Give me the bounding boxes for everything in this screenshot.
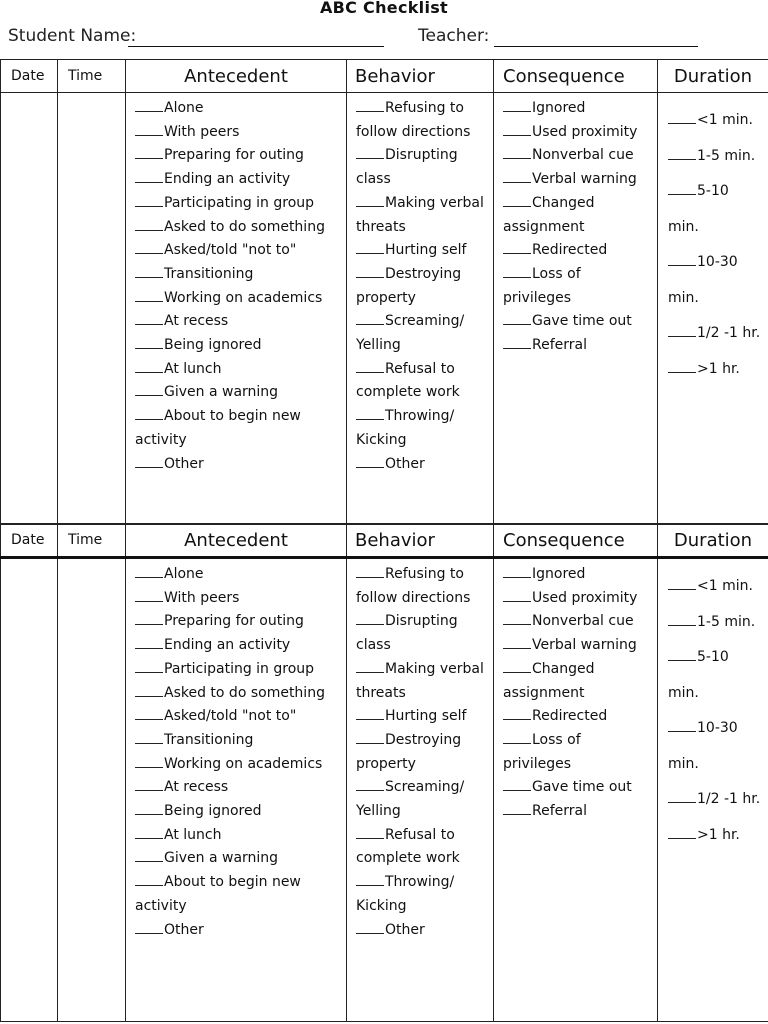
behavior-option[interactable] — [356, 239, 485, 263]
date-cell[interactable] — [1, 558, 58, 1022]
option-label: With peers — [164, 123, 240, 140]
checkbox-blank[interactable] — [135, 240, 163, 254]
option-label: Screaming/ Yelling — [356, 313, 465, 354]
behavior-option[interactable] — [356, 776, 485, 823]
option-label: Refusing to follow directions — [356, 100, 471, 140]
antecedent-cell — [126, 558, 347, 1022]
option-label: Asked to do something — [164, 684, 325, 701]
option-label: Hurting self — [385, 242, 467, 259]
behavior-option[interactable] — [356, 705, 485, 729]
checkbox-blank[interactable] — [668, 323, 696, 337]
date-cell[interactable] — [1, 93, 58, 525]
checkbox-blank[interactable] — [503, 169, 531, 183]
antecedent-option[interactable] — [135, 144, 338, 168]
antecedent-option[interactable] — [135, 381, 338, 405]
option-label: Loss of privileges — [503, 265, 581, 306]
option-label: Refusing to follow directions — [356, 566, 471, 606]
time-cell[interactable] — [58, 93, 126, 525]
duration-option[interactable] — [668, 711, 762, 782]
checkbox-blank[interactable] — [503, 611, 531, 625]
checkbox-blank[interactable] — [503, 240, 531, 254]
option-label: <1 min. — [697, 112, 753, 128]
checkbox-blank[interactable] — [135, 335, 163, 349]
option-label: Transitioning — [164, 731, 254, 748]
checkbox-blank[interactable] — [356, 706, 384, 720]
behavior-option[interactable] — [356, 871, 485, 918]
checkbox-blank[interactable] — [356, 777, 384, 791]
option-label: Referral — [532, 803, 587, 820]
checkbox-blank[interactable] — [135, 311, 163, 325]
duration-option[interactable] — [668, 139, 762, 175]
consequence-option[interactable] — [503, 729, 649, 776]
duration-option[interactable] — [668, 782, 762, 818]
antecedent-cell — [126, 93, 347, 525]
header-time: Time — [58, 60, 126, 93]
option-label: Nonverbal cue — [532, 613, 634, 630]
checkbox-blank[interactable] — [135, 564, 163, 578]
antecedent-option[interactable] — [135, 658, 338, 682]
student-name-line[interactable] — [128, 46, 384, 47]
checkbox-blank[interactable] — [135, 217, 163, 231]
behavior-option[interactable] — [356, 263, 485, 310]
checkbox-blank[interactable] — [135, 588, 163, 602]
behavior-cell — [347, 93, 494, 525]
checkbox-blank[interactable] — [135, 825, 163, 839]
behavior-option[interactable] — [356, 358, 485, 405]
option-label: Other — [164, 921, 204, 938]
option-label: 1/2 -1 hr. — [697, 325, 761, 341]
option-label: Ignored — [532, 100, 586, 116]
option-label: Destroying property — [356, 731, 462, 772]
checkbox-blank[interactable] — [356, 730, 384, 744]
checkbox-blank[interactable] — [668, 825, 696, 839]
antecedent-option[interactable] — [135, 705, 338, 729]
header-behavior: Behavior — [347, 60, 494, 93]
option-label: Changed assignment — [503, 194, 595, 235]
consequence-option[interactable] — [503, 800, 649, 824]
behavior-option[interactable] — [356, 453, 485, 477]
antecedent-option[interactable] — [135, 610, 338, 634]
header-date: Date — [1, 60, 58, 93]
checkbox-blank[interactable] — [668, 146, 696, 160]
option-label: Ignored — [532, 566, 586, 582]
antecedent-option[interactable] — [135, 263, 338, 287]
behavior-option[interactable] — [356, 405, 485, 452]
checkbox-blank[interactable] — [135, 848, 163, 862]
checkbox-blank[interactable] — [503, 801, 531, 815]
option-label: Working on academics — [164, 289, 323, 306]
option-label: Participating in group — [164, 194, 315, 211]
header-behavior: Behavior — [347, 524, 494, 558]
consequence-option[interactable] — [503, 121, 649, 145]
duration-cell — [658, 93, 768, 525]
option-label: Other — [385, 921, 425, 938]
option-label: Verbal warning — [532, 637, 637, 654]
checkbox-blank[interactable] — [356, 454, 384, 468]
checkbox-blank[interactable] — [356, 406, 384, 420]
option-label: At recess — [164, 313, 229, 330]
checkbox-blank[interactable] — [503, 98, 531, 112]
checkbox-blank[interactable] — [135, 659, 163, 673]
option-label: Making verbal threats — [356, 660, 484, 701]
option-label: Preparing for outing — [164, 147, 304, 164]
checkbox-blank[interactable] — [135, 193, 163, 207]
checkbox-blank[interactable] — [135, 611, 163, 625]
option-label: 10-30 min. — [668, 254, 738, 306]
option-label: 5-10 min. — [668, 649, 729, 701]
checkbox-blank[interactable] — [135, 359, 163, 373]
duration-option[interactable] — [668, 818, 762, 854]
behavior-option[interactable] — [356, 729, 485, 776]
antecedent-option[interactable] — [135, 168, 338, 192]
consequence-option[interactable] — [503, 776, 649, 800]
option-label: Given a warning — [164, 850, 279, 867]
page-title: ABC Checklist — [319, 0, 449, 17]
option-label: 1-5 min. — [697, 613, 756, 630]
consequence-option[interactable] — [503, 310, 649, 334]
checkbox-blank[interactable] — [356, 264, 384, 278]
antecedent-option[interactable] — [135, 216, 338, 240]
checkbox-blank[interactable] — [135, 264, 163, 278]
option-label: Loss of privileges — [503, 731, 581, 772]
option-label: Destroying property — [356, 265, 462, 306]
option-label: >1 hr. — [697, 360, 740, 377]
duration-option[interactable] — [668, 103, 762, 139]
behavior-option[interactable] — [356, 310, 485, 357]
option-label: Changed assignment — [503, 660, 595, 701]
abc-table-1 — [0, 59, 768, 525]
time-cell[interactable] — [58, 558, 126, 1022]
antecedent-option[interactable] — [135, 729, 338, 753]
option-label: <1 min. — [697, 578, 753, 594]
duration-option[interactable] — [668, 605, 762, 641]
consequence-cell — [494, 558, 658, 1022]
checkbox-blank[interactable] — [135, 145, 163, 159]
duration-option[interactable] — [668, 245, 762, 316]
header-duration: Duration — [658, 524, 768, 558]
checkbox-blank[interactable] — [503, 311, 531, 325]
header-antecedent: Antecedent — [126, 60, 347, 93]
header-consequence: Consequence — [494, 524, 658, 558]
option-label: Working on academics — [164, 755, 323, 772]
antecedent-option[interactable] — [135, 800, 338, 824]
antecedent-option[interactable] — [135, 563, 338, 587]
checkbox-blank[interactable] — [135, 635, 163, 649]
consequence-option[interactable] — [503, 263, 649, 310]
checkbox-blank[interactable] — [356, 193, 384, 207]
checkbox-blank[interactable] — [356, 872, 384, 886]
consequence-option[interactable] — [503, 97, 649, 121]
behavior-option[interactable] — [356, 610, 485, 657]
option-label: Alone — [164, 566, 204, 582]
option-label: Asked to do something — [164, 218, 325, 235]
duration-cell — [658, 558, 768, 1022]
consequence-option[interactable] — [503, 144, 649, 168]
consequence-option[interactable] — [503, 587, 649, 611]
option-label: Given a warning — [164, 384, 279, 401]
checkbox-blank[interactable] — [135, 872, 163, 886]
option-label: Refusal to complete work — [356, 360, 460, 401]
checkbox-blank[interactable] — [503, 145, 531, 159]
antecedent-option[interactable] — [135, 97, 338, 121]
consequence-option[interactable] — [503, 705, 649, 729]
checkbox-blank[interactable] — [503, 264, 531, 278]
option-label: Alone — [164, 100, 204, 116]
checkbox-blank[interactable] — [503, 659, 531, 673]
consequence-option[interactable] — [503, 168, 649, 192]
duration-option[interactable] — [668, 640, 762, 711]
antecedent-option[interactable] — [135, 287, 338, 311]
antecedent-option[interactable] — [135, 871, 338, 918]
checkbox-blank[interactable] — [503, 730, 531, 744]
duration-option[interactable] — [668, 316, 762, 352]
duration-option[interactable] — [668, 352, 762, 388]
header-duration: Duration — [658, 60, 768, 93]
consequence-option[interactable] — [503, 658, 649, 705]
option-label: 10-30 min. — [668, 720, 738, 772]
option-label: Transitioning — [164, 265, 254, 282]
option-label: Asked/told "not to" — [164, 708, 297, 725]
checkbox-blank[interactable] — [668, 181, 696, 195]
checkbox-blank[interactable] — [135, 382, 163, 396]
option-label: About to begin new activity — [135, 874, 301, 914]
checkbox-blank[interactable] — [135, 454, 163, 468]
antecedent-option[interactable] — [135, 824, 338, 848]
option-label: Other — [164, 455, 204, 472]
behavior-cell — [347, 558, 494, 1022]
antecedent-option[interactable] — [135, 587, 338, 611]
checkbox-blank[interactable] — [135, 98, 163, 112]
option-label: Screaming/ Yelling — [356, 779, 465, 820]
option-label: Asked/told "not to" — [164, 242, 297, 259]
antecedent-option[interactable] — [135, 405, 338, 452]
antecedent-option[interactable] — [135, 453, 338, 477]
abc-table-2 — [0, 523, 768, 1022]
checkbox-blank[interactable] — [356, 611, 384, 625]
consequence-option[interactable] — [503, 239, 649, 263]
option-label: At lunch — [164, 826, 222, 843]
checkbox-blank[interactable] — [356, 311, 384, 325]
antecedent-option[interactable] — [135, 919, 338, 943]
option-label: Other — [385, 455, 425, 472]
checkbox-blank[interactable] — [135, 706, 163, 720]
checkbox-blank[interactable] — [356, 564, 384, 578]
checkbox-blank[interactable] — [135, 683, 163, 697]
consequence-option[interactable] — [503, 563, 649, 587]
consequence-option[interactable] — [503, 634, 649, 658]
option-label: Nonverbal cue — [532, 147, 634, 164]
checkbox-blank[interactable] — [503, 122, 531, 136]
checkbox-blank[interactable] — [668, 576, 696, 590]
option-label: Redirected — [532, 708, 608, 725]
checkbox-blank[interactable] — [503, 335, 531, 349]
antecedent-option[interactable] — [135, 334, 338, 358]
antecedent-option[interactable] — [135, 634, 338, 658]
header-consequence: Consequence — [494, 60, 658, 93]
antecedent-option[interactable] — [135, 192, 338, 216]
option-label: Participating in group — [164, 660, 315, 677]
behavior-option[interactable] — [356, 563, 485, 610]
option-label: Disrupting class — [356, 613, 458, 654]
behavior-option[interactable] — [356, 144, 485, 191]
checkbox-blank[interactable] — [135, 730, 163, 744]
option-label: Being ignored — [164, 337, 262, 354]
duration-option[interactable] — [668, 174, 762, 245]
antecedent-option[interactable] — [135, 310, 338, 334]
checkbox-blank[interactable] — [356, 825, 384, 839]
checkbox-blank[interactable] — [503, 777, 531, 791]
option-label: At lunch — [164, 360, 222, 377]
checkbox-blank[interactable] — [356, 659, 384, 673]
checkbox-blank[interactable] — [668, 647, 696, 661]
option-label: 1/2 -1 hr. — [697, 791, 761, 807]
student-name-label: Student Name: — [8, 26, 137, 46]
checkbox-blank[interactable] — [503, 706, 531, 720]
checkbox-blank[interactable] — [135, 288, 163, 302]
consequence-option[interactable] — [503, 192, 649, 239]
antecedent-option[interactable] — [135, 358, 338, 382]
option-label: Redirected — [532, 242, 608, 259]
checkbox-blank[interactable] — [668, 789, 696, 803]
antecedent-option[interactable] — [135, 753, 338, 777]
option-label: Used proximity — [532, 123, 638, 140]
checkbox-blank[interactable] — [668, 110, 696, 124]
option-label: Verbal warning — [532, 171, 637, 188]
checkbox-blank[interactable] — [668, 252, 696, 266]
checkbox-blank[interactable] — [356, 98, 384, 112]
checkbox-blank[interactable] — [135, 406, 163, 420]
checkbox-blank[interactable] — [135, 777, 163, 791]
teacher-line[interactable] — [494, 46, 698, 47]
antecedent-option[interactable] — [135, 776, 338, 800]
consequence-cell — [494, 93, 658, 525]
antecedent-option[interactable] — [135, 121, 338, 145]
option-label: Ending an activity — [164, 637, 291, 654]
option-label: Gave time out — [532, 313, 632, 330]
behavior-option[interactable] — [356, 658, 485, 705]
checkbox-blank[interactable] — [356, 145, 384, 159]
option-label: About to begin new activity — [135, 408, 301, 448]
checkbox-blank[interactable] — [668, 359, 696, 373]
option-label: >1 hr. — [697, 826, 740, 843]
header-date: Date — [1, 524, 58, 558]
consequence-option[interactable] — [503, 334, 649, 358]
header-antecedent: Antecedent — [126, 524, 347, 558]
option-label: Refusal to complete work — [356, 826, 460, 867]
option-label: Throwing/ Kicking — [356, 874, 455, 914]
teacher-label: Teacher: — [418, 26, 490, 46]
option-label: Ending an activity — [164, 171, 291, 188]
option-label: Throwing/ Kicking — [356, 408, 455, 448]
option-label: Used proximity — [532, 589, 638, 606]
option-label: At recess — [164, 779, 229, 796]
option-label: Being ignored — [164, 803, 262, 820]
checkbox-blank[interactable] — [503, 193, 531, 207]
checkbox-blank[interactable] — [503, 564, 531, 578]
option-label: Referral — [532, 337, 587, 354]
checkbox-blank[interactable] — [135, 920, 163, 934]
checkbox-blank[interactable] — [503, 635, 531, 649]
checkbox-blank[interactable] — [356, 359, 384, 373]
option-label: Gave time out — [532, 779, 632, 796]
header-time: Time — [58, 524, 126, 558]
option-label: 1-5 min. — [697, 147, 756, 164]
option-label: Preparing for outing — [164, 613, 304, 630]
checkbox-blank[interactable] — [356, 240, 384, 254]
behavior-option[interactable] — [356, 192, 485, 239]
consequence-option[interactable] — [503, 610, 649, 634]
option-label: Making verbal threats — [356, 194, 484, 235]
option-label: Hurting self — [385, 708, 467, 725]
option-label: Disrupting class — [356, 147, 458, 188]
checkbox-blank[interactable] — [135, 801, 163, 815]
checkbox-blank[interactable] — [356, 920, 384, 934]
antecedent-option[interactable] — [135, 847, 338, 871]
option-label: With peers — [164, 589, 240, 606]
checkbox-blank[interactable] — [135, 169, 163, 183]
behavior-option[interactable] — [356, 824, 485, 871]
checkbox-blank[interactable] — [135, 754, 163, 768]
checkbox-blank[interactable] — [668, 612, 696, 626]
antecedent-option[interactable] — [135, 682, 338, 706]
checkbox-blank[interactable] — [503, 588, 531, 602]
checkbox-blank[interactable] — [135, 122, 163, 136]
antecedent-option[interactable] — [135, 239, 338, 263]
option-label: 5-10 min. — [668, 183, 729, 235]
duration-option[interactable] — [668, 569, 762, 605]
behavior-option[interactable] — [356, 919, 485, 943]
behavior-option[interactable] — [356, 97, 485, 144]
checkbox-blank[interactable] — [668, 718, 696, 732]
